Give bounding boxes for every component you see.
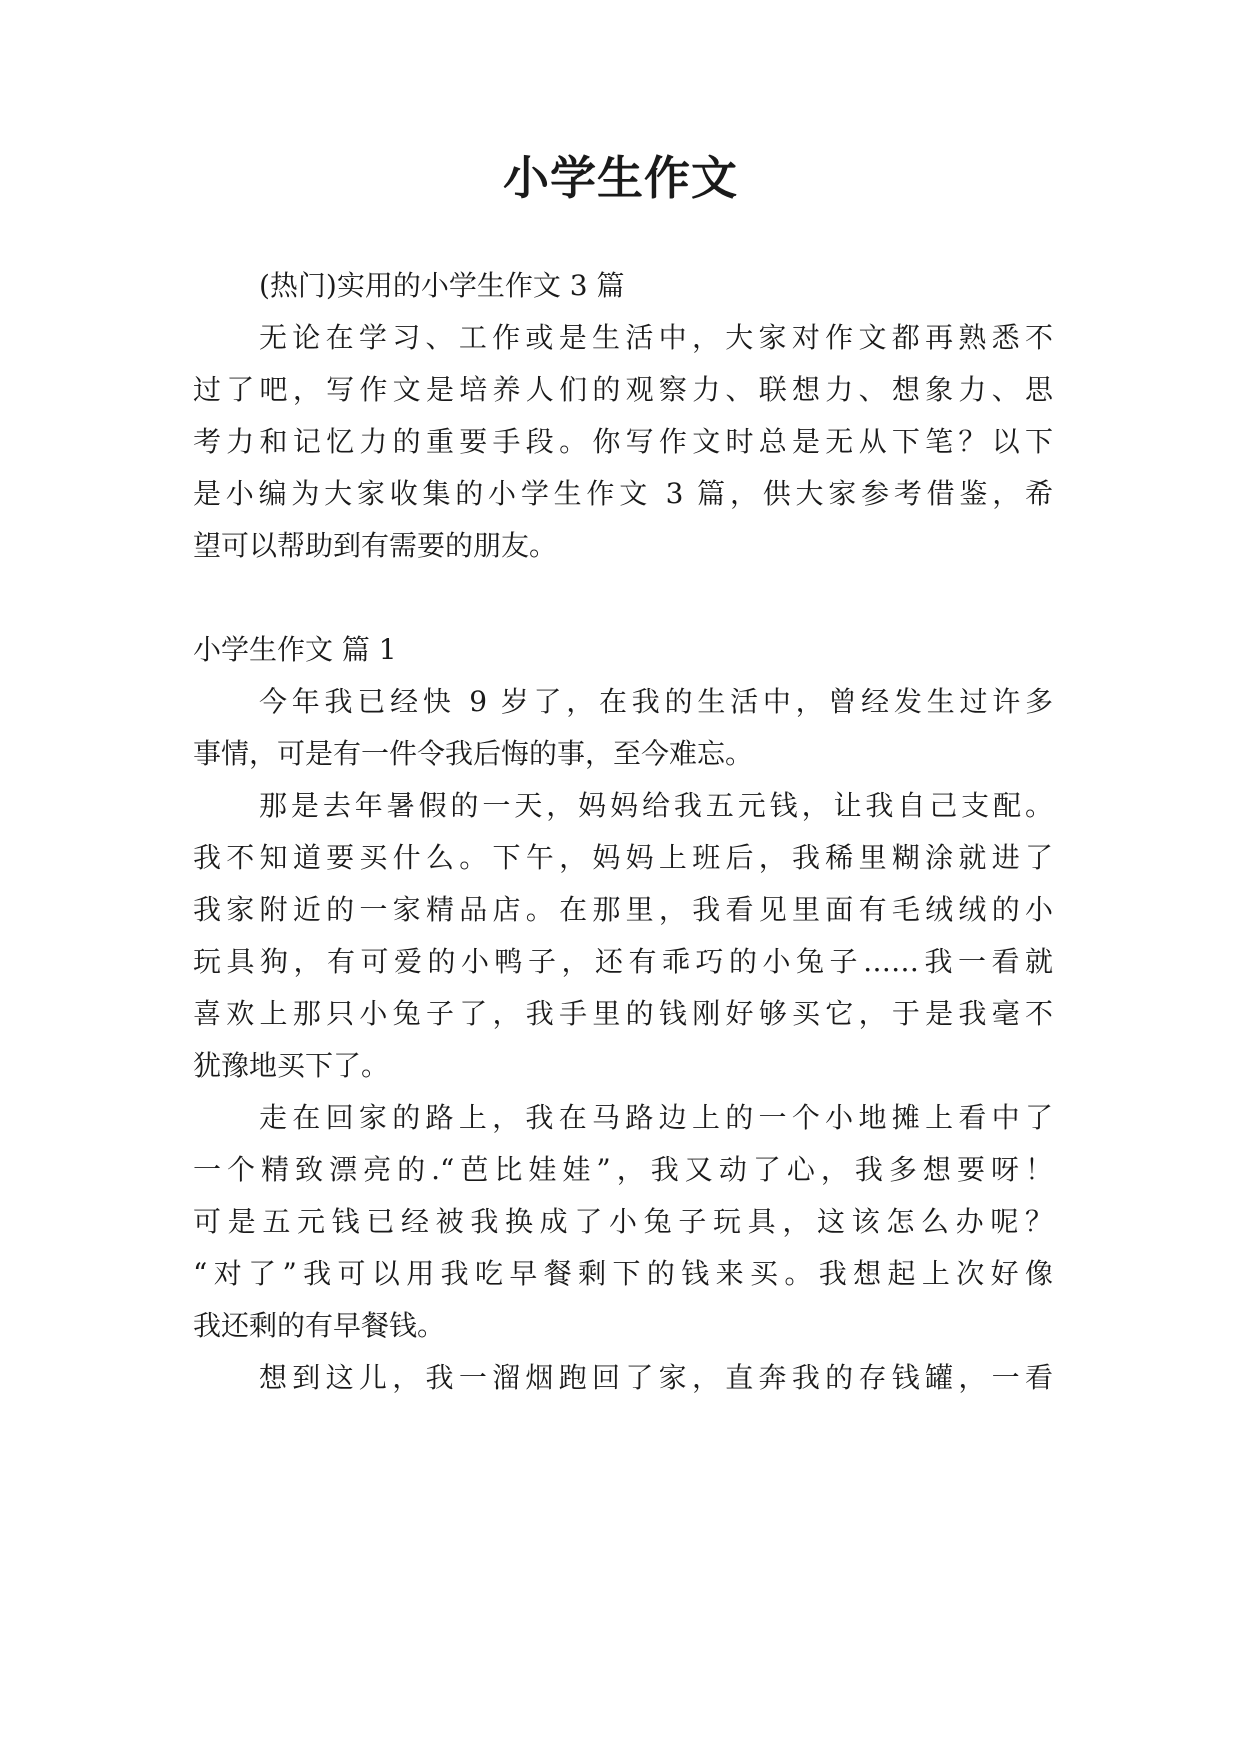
paragraph-line: 那是去年暑假的一天，妈妈给我五元钱，让我自己支配。 <box>259 789 1053 822</box>
paragraph-line: 过了吧，写作文是培养人们的观察力、联想力、想象力、思 <box>193 373 1053 406</box>
paragraph-line: 考力和记忆力的重要手段。你写作文时总是无从下笔？以下 <box>193 425 1053 458</box>
paragraph-line: 走在回家的路上，我在马路边上的一个小地摊上看中了 <box>259 1101 1053 1134</box>
paragraph-line: 无论在学习、工作或是生活中，大家对作文都再熟悉不 <box>259 321 1053 354</box>
paragraph-line: 玩具狗，有可爱的小鸭子，还有乖巧的小兔子……我一看就 <box>193 945 1053 978</box>
section-heading: 小学生作文 篇 1 <box>193 633 397 666</box>
paragraph-line: 事情，可是有一件令我后悔的事，至今难忘。 <box>193 737 754 770</box>
paragraph-line: 是小编为大家收集的小学生作文 3 篇，供大家参考借鉴，希 <box>193 477 1053 510</box>
paragraph-line: 可是五元钱已经被我换成了小兔子玩具，这该怎么办呢？ <box>193 1205 1053 1238</box>
paragraph-line: 想到这儿，我一溜烟跑回了家，直奔我的存钱罐，一看 <box>259 1361 1053 1394</box>
paragraph-line: 犹豫地买下了。 <box>193 1049 390 1082</box>
intro-heading: (热门)实用的小学生作文 3 篇 <box>259 269 625 302</box>
paragraph-line: 喜欢上那只小兔子了，我手里的钱刚好够买它，于是我毫不 <box>193 997 1053 1030</box>
paragraph-line: “对了”我可以用我吃早餐剩下的钱来买。我想起上次好像 <box>193 1257 1053 1290</box>
paragraph-line: 一个精致漂亮的.“芭比娃娃”，我又动了心，我多想要呀！ <box>193 1153 1053 1186</box>
paragraph-line: 望可以帮助到有需要的朋友。 <box>193 529 558 562</box>
paragraph-line: 我家附近的一家精品店。在那里，我看见里面有毛绒绒的小 <box>193 893 1053 926</box>
document-title: 小学生作文 <box>503 151 738 205</box>
paragraph-line: 我还剩的有早餐钱。 <box>193 1309 446 1342</box>
paragraph-line: 我不知道要买什么。下午，妈妈上班后，我稀里糊涂就进了 <box>193 841 1053 874</box>
paragraph-line: 今年我已经快 9 岁了，在我的生活中，曾经发生过许多 <box>259 685 1053 718</box>
